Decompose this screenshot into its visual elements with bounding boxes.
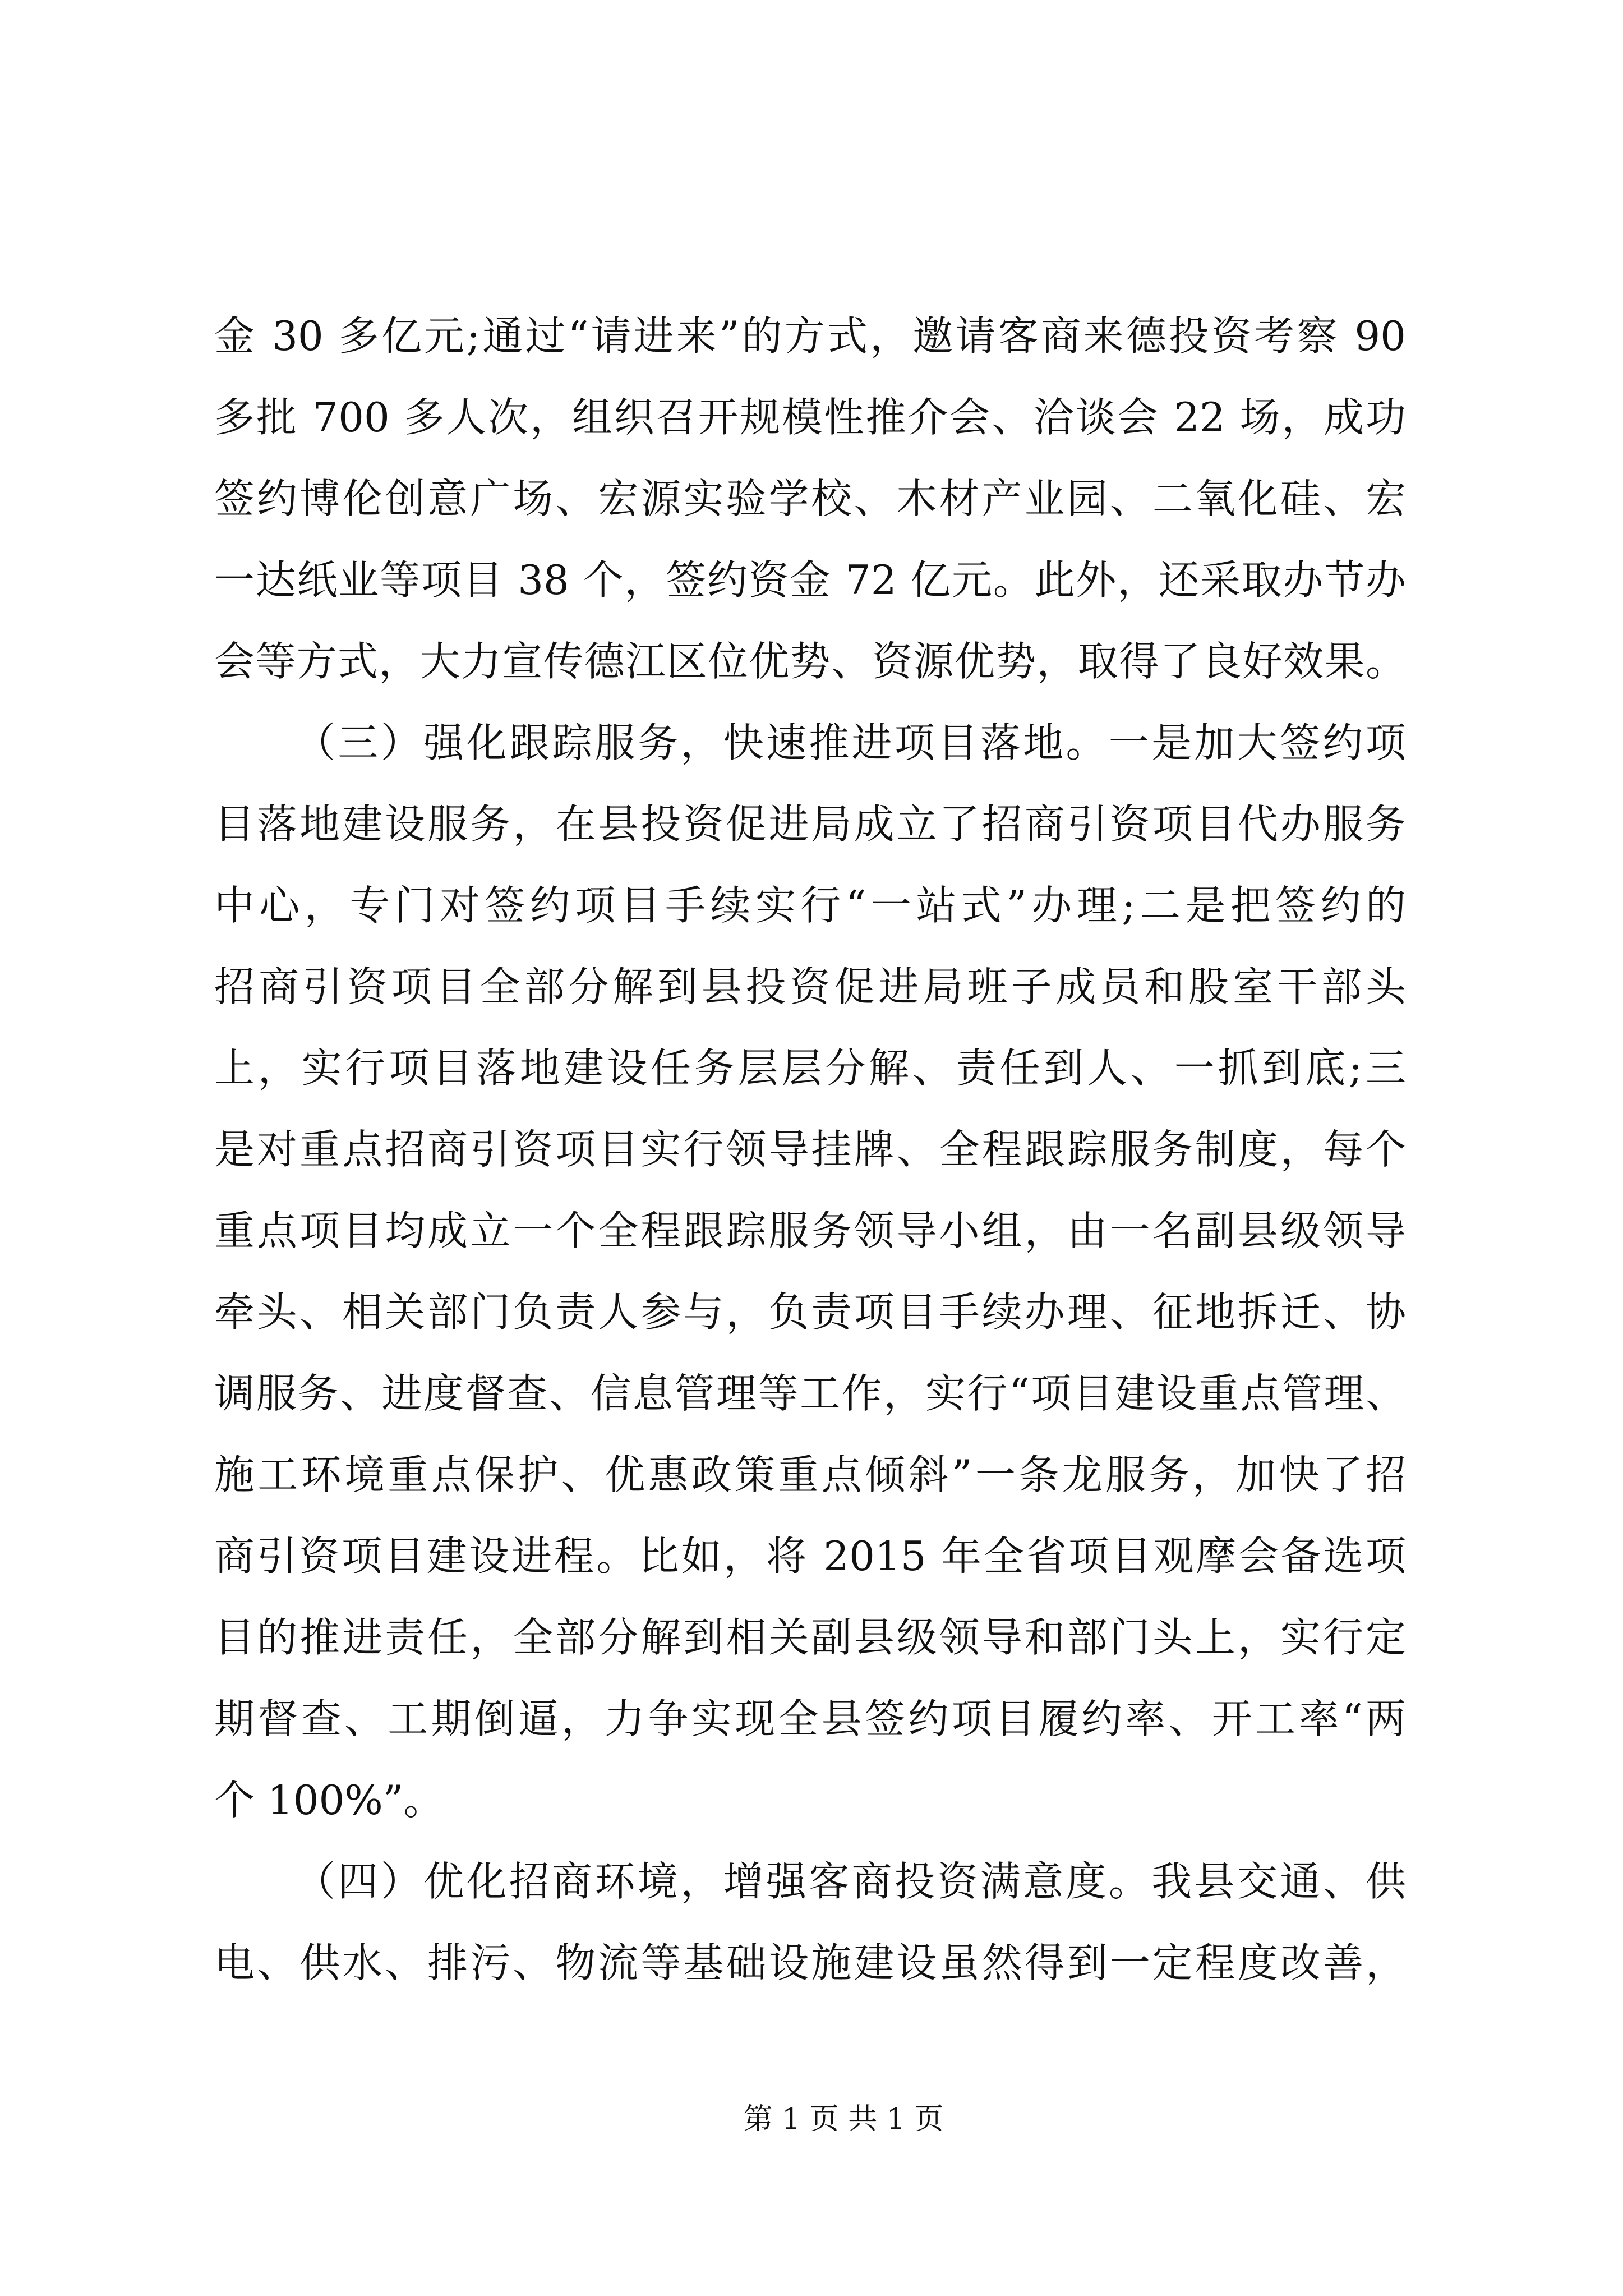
text-line: 上，实行项目落地建设任务层层分解、责任到人、一抓到底;三 [214,1045,1406,1092]
text-line: 多批 700 多人次，组织召开规模性推介会、洽谈会 22 场，成功 [214,394,1406,441]
text-line: 签约博伦创意广场、宏源实验学校、木材产业园、二氧化硅、宏 [214,475,1406,522]
paragraph-heading-line: （三）强化跟踪服务，快速推进项目落地。一是加大签约项 [295,719,1406,766]
text-line: 是对重点招商引资项目实行领导挂牌、全程跟踪服务制度，每个 [214,1126,1406,1173]
text-line: 招商引资项目全部分解到县投资促进局班子成员和股室干部头 [214,963,1406,1010]
text-line: 金 30 多亿元;通过“请进来”的方式，邀请客商来德投资考察 90 [214,312,1406,360]
text-line: 重点项目均成立一个全程跟踪服务领导小组，由一名副县级领导 [214,1207,1406,1254]
paragraph-heading-line: （四）优化招商环境，增强客商投资满意度。我县交通、供 [295,1858,1406,1905]
paragraph-2 [214,702,1406,1841]
text-line: 商引资项目建设进程。比如，将 2015 年全省项目观摩会备选项 [214,1533,1406,1580]
text-line: 电、供水、排污、物流等基础设施建设虽然得到一定程度改善， [214,1939,1406,1986]
document-body [214,296,1406,2004]
paragraph-3 [214,1841,1406,2004]
paragraph-1 [214,296,1406,702]
text-line: 期督查、工期倒逼，力争实现全县签约项目履约率、开工率“两 [214,1695,1406,1742]
text-line: 中心，专门对签约项目手续实行“一站式”办理;二是把签约的 [214,882,1406,929]
text-line: 目的推进责任，全部分解到相关副县级领导和部门头上，实行定 [214,1614,1406,1661]
text-line: 牵头、相关部门负责人参与，负责项目手续办理、征地拆迁、协 [214,1289,1406,1336]
text-line: 施工环境重点保护、优惠政策重点倾斜”一条龙服务，加快了招 [214,1451,1406,1498]
text-line: 会等方式，大力宣传德江区位优势、资源优势，取得了良好效果。 [214,638,1406,685]
page-number-footer: 第 1 页 共 1 页 [743,2102,944,2136]
text-line: 一达纸业等项目 38 个，签约资金 72 亿元。此外，还采取办节办 [214,556,1406,604]
text-line: 个 100%”。 [214,1777,444,1824]
text-line: 调服务、进度督查、信息管理等工作，实行“项目建设重点管理、 [214,1370,1406,1417]
text-line: 目落地建设服务，在县投资促进局成立了招商引资项目代办服务 [214,800,1406,848]
